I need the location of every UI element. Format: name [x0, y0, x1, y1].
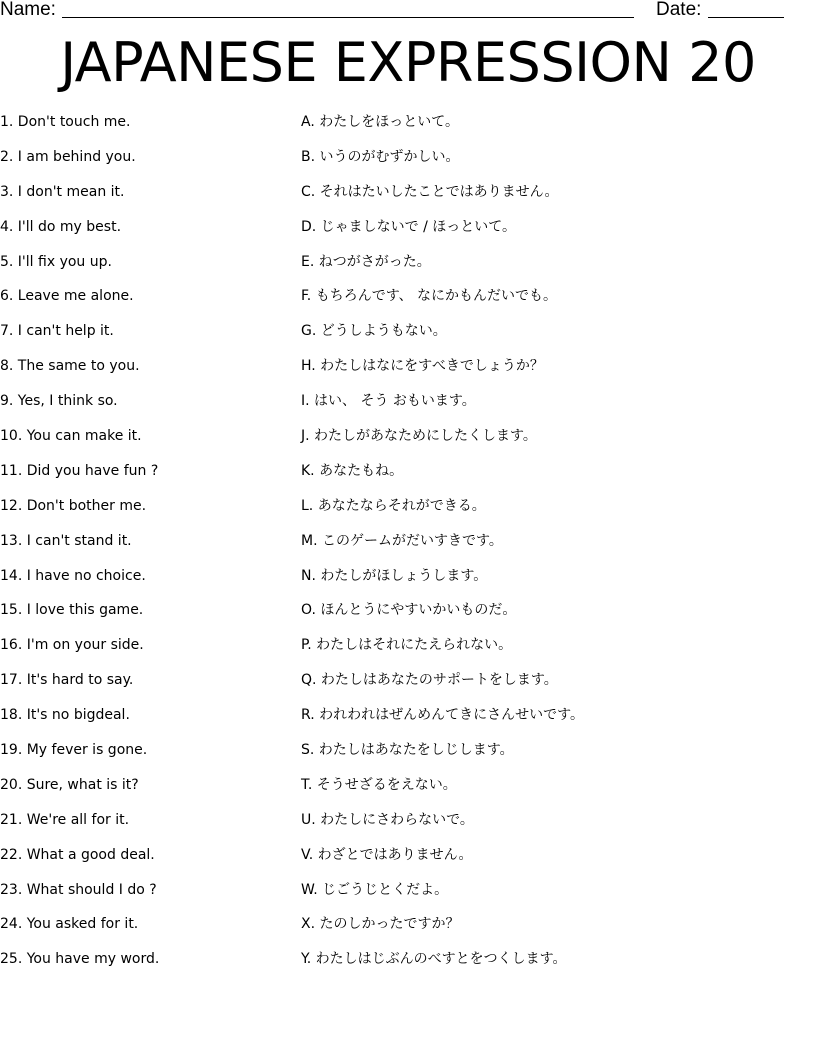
- question-item: 15. I love this game.: [0, 602, 144, 619]
- english-expression-list: [0, 111, 290, 983]
- question-item: 5. I'll fix you up.: [0, 253, 112, 270]
- answer-item: M. このゲームがだいすきです。: [301, 532, 503, 549]
- answer-item: X. たのしかったですか？: [301, 916, 460, 933]
- answer-item: S. わたしはあなたをしじします。: [301, 742, 514, 759]
- question-item: 12. Don't bother me.: [0, 497, 147, 514]
- date-field-line[interactable]: [708, 17, 784, 18]
- question-item: 24. You asked for it.: [0, 916, 139, 933]
- answer-item: F. もちろんです、 なにかもんだいでも。: [301, 288, 558, 305]
- question-item: 25. You have my word.: [0, 951, 160, 968]
- answer-item: L. あなたならそれができる。: [301, 497, 486, 514]
- question-item: 17. It's hard to say.: [0, 672, 134, 689]
- answer-item: P. わたしはそれにたえられない。: [301, 637, 513, 654]
- question-item: 22. What a good deal.: [0, 846, 155, 863]
- answer-item: R. われわれはぜんめんてきにさんせいです。: [301, 707, 585, 724]
- worksheet-header: [0, 0, 816, 24]
- answer-item: N. わたしがほしょうします。: [301, 567, 488, 584]
- question-item: 10. You can make it.: [0, 428, 142, 445]
- name-label: Name:: [0, 0, 56, 20]
- answer-item: W. じごうじとくだよ。: [301, 881, 449, 898]
- page-title: JAPANESE EXPRESSION 20: [60, 31, 756, 94]
- answer-item: U. わたしにさわらないで。: [301, 811, 474, 828]
- answer-item: D. じゃましないで / ほっといて。: [301, 218, 517, 235]
- question-item: 2. I am behind you.: [0, 148, 136, 165]
- name-field-line[interactable]: [62, 17, 634, 18]
- answer-item: G. どうしようもない。: [301, 323, 447, 340]
- question-item: 20. Sure, what is it?: [0, 776, 139, 793]
- answer-item: C. それはたいしたことではありません。: [301, 183, 559, 200]
- question-item: 3. I don't mean it.: [0, 183, 125, 200]
- answer-item: O. ほんとうにやすいかいものだ。: [301, 602, 517, 619]
- date-label: Date:: [656, 0, 702, 20]
- question-item: 9. Yes, I think so.: [0, 393, 118, 410]
- question-item: 13. I can't stand it.: [0, 532, 132, 549]
- japanese-answer-list: [301, 111, 811, 983]
- answer-item: K. あなたもね。: [301, 462, 404, 479]
- question-item: 11. Did you have fun ?: [0, 462, 159, 479]
- answer-item: H. わたしはなにをすべきでしょうか？: [301, 358, 544, 375]
- question-item: 19. My fever is gone.: [0, 742, 148, 759]
- answer-item: Q. わたしはあなたのサポートをします。: [301, 672, 558, 689]
- answer-item: A. わたしをほっといて。: [301, 114, 459, 130]
- answer-item: J. わたしがあなためにしたくします。: [301, 428, 537, 445]
- question-item: 6. Leave me alone.: [0, 288, 134, 305]
- answer-item: V. わざとではありません。: [301, 846, 473, 863]
- question-item: 4. I'll do my best.: [0, 218, 122, 235]
- question-item: 18. It's no bigdeal.: [0, 707, 130, 724]
- answer-item: T. そうせざるをえない。: [301, 776, 457, 793]
- question-item: 14. I have no choice.: [0, 567, 146, 584]
- question-item: 21. We're all for it.: [0, 811, 130, 828]
- answer-item: I. はい、 そう おもいます。: [301, 393, 476, 410]
- answer-item: E. ねつがさがった。: [301, 253, 431, 270]
- question-item: 23. What should I do ?: [0, 881, 157, 898]
- question-item: 1. Don't touch me.: [0, 114, 131, 130]
- question-item: 8. The same to you.: [0, 358, 140, 375]
- question-item: 7. I can't help it.: [0, 323, 114, 340]
- answer-item: B. いうのがむずかしい。: [301, 148, 460, 165]
- question-item: 16. I'm on your side.: [0, 637, 144, 654]
- answer-item: Y. わたしはじぶんのべすとをつくします。: [301, 951, 567, 968]
